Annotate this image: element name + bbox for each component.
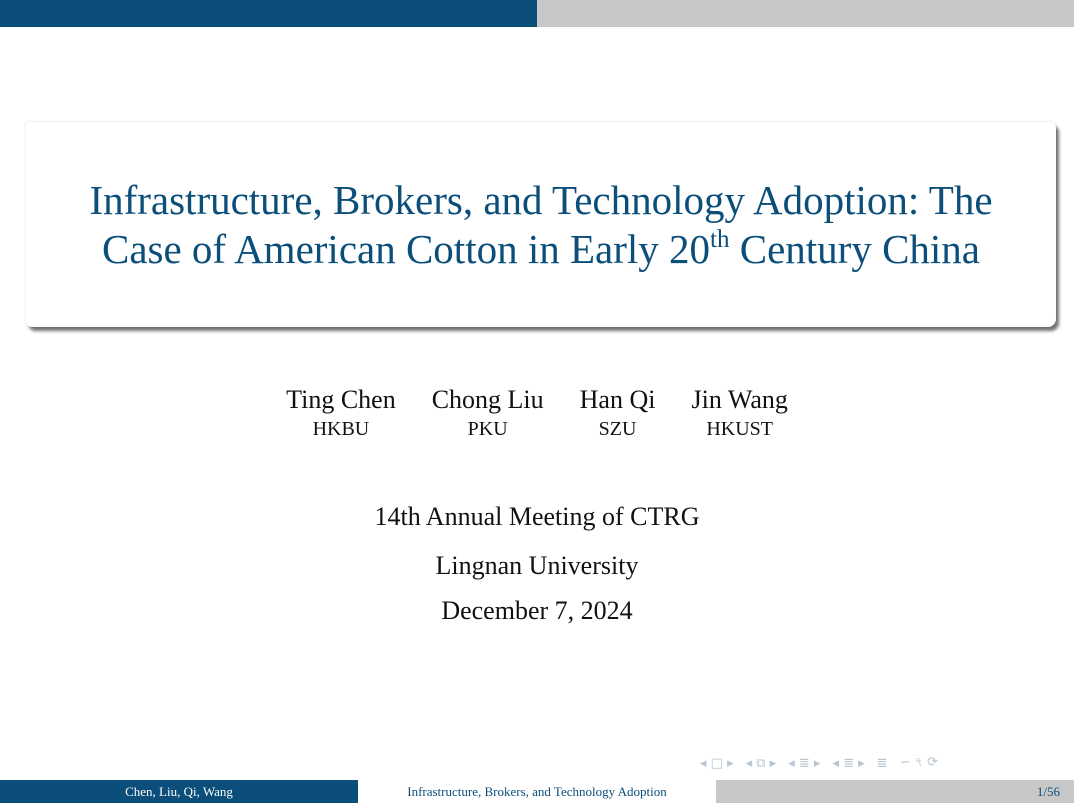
navigation-symbols (700, 753, 950, 773)
author-name: Chong Liu (431, 385, 544, 414)
footer-short-title: Infrastructure, Brokers, and Technology Adoption (358, 780, 716, 803)
event-name: 14th Annual Meeting of CTRG (374, 502, 700, 531)
author-block (691, 384, 787, 442)
progress-bar-track (0, 0, 1074, 27)
author-name: Ting Chen (286, 385, 396, 414)
author-block (580, 384, 656, 442)
presentation-title (46, 176, 1036, 274)
progress-bar-fill (0, 0, 537, 27)
presentation-date: December 7, 2024 (441, 596, 633, 625)
slide-footer (0, 780, 1074, 803)
search-nav-icon[interactable]: ∽ ৭ ⟳ (899, 754, 939, 770)
author-name: Jin Wang (691, 385, 788, 414)
author-block (286, 384, 396, 442)
document-nav-icon[interactable]: ≣ (876, 755, 888, 771)
author-block (432, 384, 544, 442)
footer-authors: Chen, Liu, Qi, Wang (0, 780, 358, 803)
title-main-text: Infrastructure, Brokers, and Technology Adoption: The Case of American Cotton in Early 20 (89, 176, 993, 272)
section-nav-icon[interactable]: ◂ ≣ ▸ (832, 755, 865, 771)
frame-nav-icon[interactable]: ◂ ⧉ ▸ (745, 755, 777, 771)
title-superscript: th (710, 225, 730, 253)
author-institution: SZU (598, 418, 637, 440)
author-list (0, 384, 1074, 442)
subsection-nav-icon[interactable]: ◂ ≣ ▸ (788, 755, 821, 771)
author-institution: HKBU (312, 418, 370, 440)
author-institution: PKU (467, 418, 508, 440)
slide-nav-icon[interactable]: ◂ □ ▸ (700, 755, 734, 771)
footer-page-number: 1/56 (716, 780, 1074, 803)
author-name: Han Qi (579, 385, 656, 414)
venue-name: Lingnan University (435, 551, 639, 580)
author-institution: HKUST (706, 418, 773, 440)
title-tail-text: Century China (729, 225, 981, 272)
title-box (26, 122, 1056, 327)
